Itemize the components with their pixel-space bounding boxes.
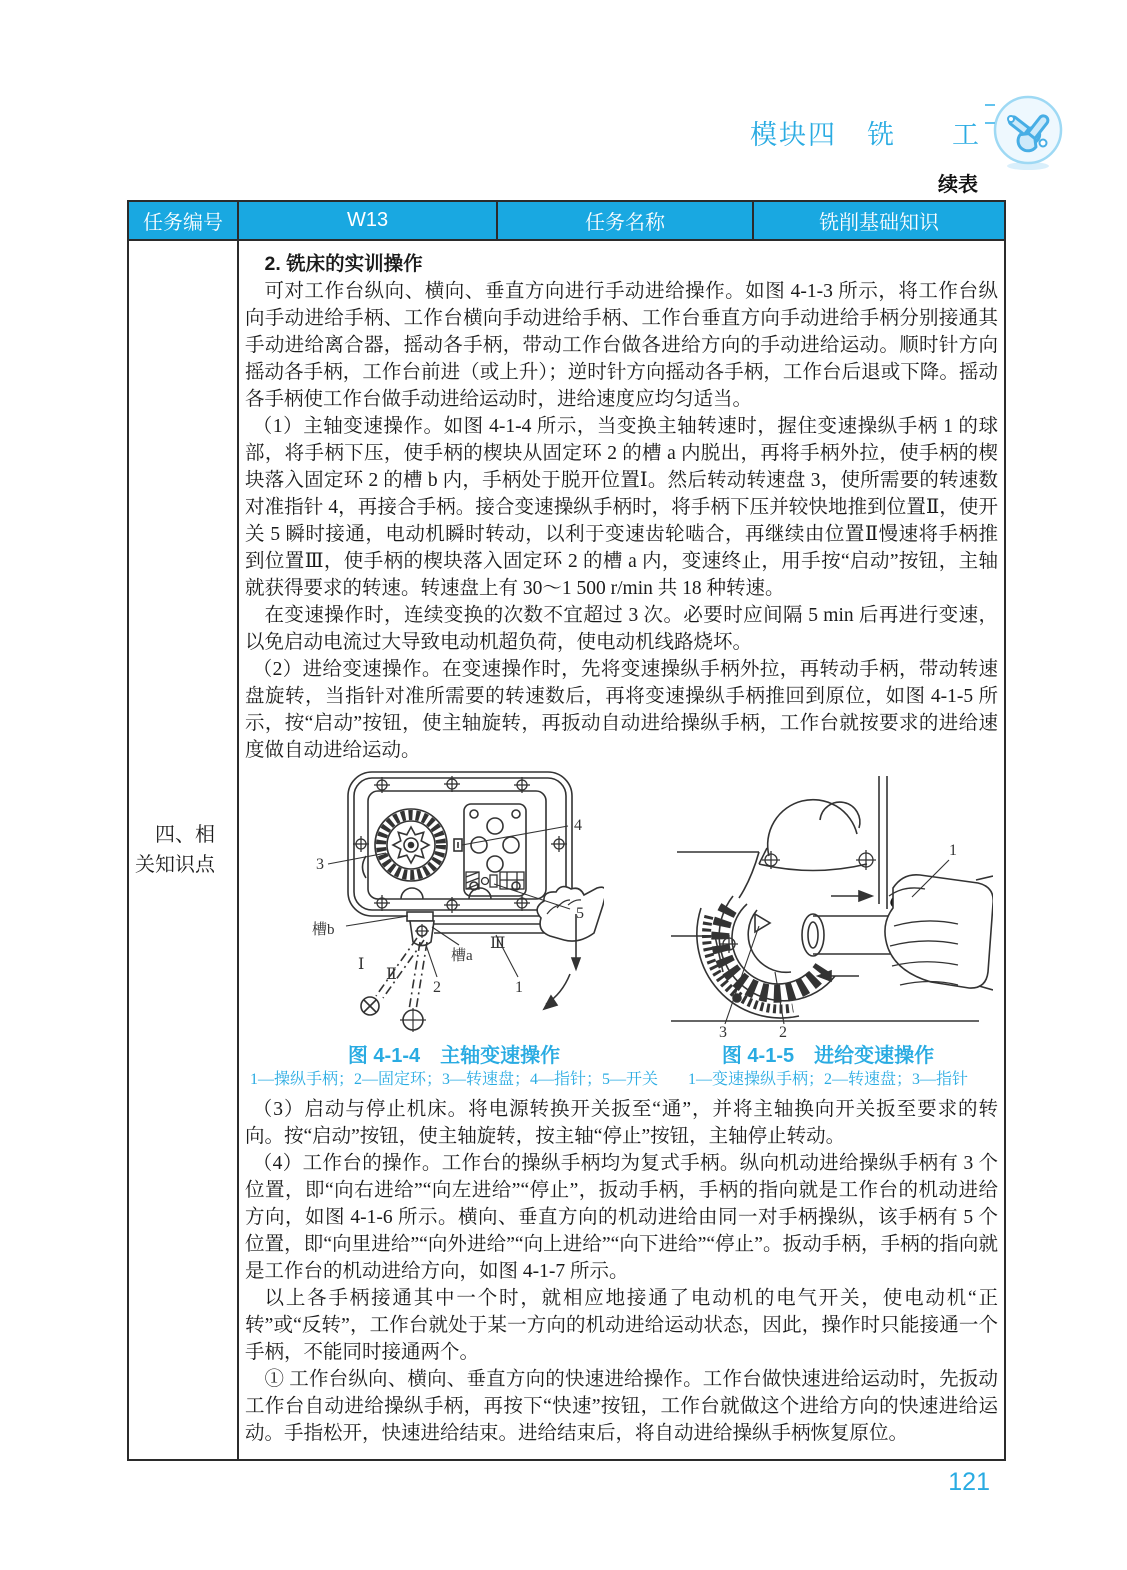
svg-text:4: 4 <box>573 817 582 834</box>
screws <box>353 776 567 913</box>
running-head <box>750 92 1065 172</box>
table-header-row <box>128 201 1005 240</box>
paragraph: 以上各手柄接通其中一个时，就相应地接通了电动机的电气开关，使电动机“正转”或“反转”，工作台就处于某一方向的机动进给运动状态，因此，操作时只能接通一个手柄，不能同时接通两个。 <box>245 1288 998 1363</box>
paragraph: （3）启动与停止机床。将电源转换开关扳至“通”，并将主轴换向开关扳至要求的转向。按“启动”按钮，使主轴旋转，按主轴“停止”按钮，主轴停止转动。 <box>245 1099 998 1147</box>
shaft <box>802 914 895 956</box>
table-body-row <box>128 240 1005 1460</box>
continued-table-label: 续表 <box>938 174 978 196</box>
knowledge-points-label: 四、相关知识点 <box>135 824 215 876</box>
svg-text:3: 3 <box>315 856 324 873</box>
svg-text:5: 5 <box>575 905 584 922</box>
task-table <box>127 200 1006 1461</box>
handle-position-1 <box>376 938 424 998</box>
handle-position-2 <box>409 942 427 1010</box>
svg-text:2: 2 <box>432 979 441 996</box>
svg-text:2: 2 <box>778 1024 787 1038</box>
svg-text:3: 3 <box>718 1024 727 1038</box>
pointer <box>454 839 462 851</box>
switch <box>466 872 524 889</box>
figure-caption: 图 4-1-5 进给变速操作 <box>721 1045 935 1067</box>
paragraph: （2）进给变速操作。在变速操作时，先将变速操纵手柄外拉，再转动手柄，带动转速盘旋转，当指针对准所需要的转速数后，再将变速操纵手柄推回到原位，如图 4-1-5 所示，按“启动”按钮，使主轴旋转，再扳动自动进给操纵手柄，工作台就按要求的进给速度做自动进给运动。 <box>245 659 998 761</box>
feed-speed-change-diagram <box>663 776 993 1038</box>
svg-text:1: 1 <box>948 842 957 859</box>
section-title: 2. 铣床的实训操作 <box>264 253 423 275</box>
figure-4-1-5 <box>663 776 993 1090</box>
position-1-knob <box>361 997 379 1015</box>
page-number: 121 <box>948 1468 990 1496</box>
task-name-value: 铣削基础知识 <box>753 201 1005 240</box>
subject-label: 铣 <box>867 119 896 150</box>
wrench-tools-icon <box>991 92 1065 172</box>
spindle-speed-change-diagram <box>304 768 604 1038</box>
svg-text:槽a: 槽a <box>450 948 473 964</box>
screws <box>720 850 876 953</box>
content-cell <box>238 240 1005 1460</box>
figure-row <box>245 768 998 1090</box>
paragraph: 在变速操作时，连续变换的次数不宜超过 3 次。必要时应间隔 5 min 后再进行变速，以免启动电流过大导致电动机超负荷，使电动机线路烧坏。 <box>245 605 998 653</box>
paragraph: ① 工作台纵向、横向、垂直方向的快速进给操作。工作台做快速进给运动时，先扳动工作台自动进给操纵手柄，再按下“快速”按钮，工作台就做这个进给方向的快速进给运动。手指松开，快速进给结束。进给结束后，将自动进给操纵手柄恢复原位。 <box>245 1369 998 1444</box>
task-name-header: 任务名称 <box>497 201 753 240</box>
task-number-header: 任务编号 <box>128 201 238 240</box>
speed-dial <box>375 809 447 881</box>
figure-legend: 1—操纵手柄；2—固定环；3—转速盘；4—指针；5—开关 <box>249 1071 658 1088</box>
paragraph: 可对工作台纵向、横向、垂直方向进行手动进给操作。如图 4-1-3 所示，将工作台纵向手动进给手柄、工作台横向手动进给手柄、工作台垂直方向手动进给手柄分别接通其手动进给离合器，摇动各手柄，带动工作台做各进给方向的手动进给运动。顺时针方向摇动各手柄，工作台前进（或上升）；逆时针方向摇动各手柄，工作台后退或下降。摇动各手柄使工作台做手动进给运动时，进给速度应均匀适当。 <box>245 281 998 410</box>
dial-pointer <box>755 914 770 932</box>
svg-text:Ⅱ: Ⅱ <box>385 966 397 983</box>
svg-text:Ⅲ: Ⅲ <box>489 935 506 952</box>
row-label-cell <box>128 240 238 1460</box>
subject-label-2: 工 <box>952 119 981 150</box>
handle-bar <box>434 921 552 936</box>
svg-text:槽b: 槽b <box>311 922 335 938</box>
hand <box>537 887 604 941</box>
figure-caption: 图 4-1-4 主轴变速操作 <box>347 1045 561 1067</box>
hand <box>885 875 993 990</box>
handle-pivot <box>407 912 434 946</box>
figure-4-1-4 <box>250 768 658 1090</box>
figure-legend: 1—变速操纵手柄；2—转速盘；3—指针 <box>687 1071 968 1088</box>
module-label: 模块四 <box>750 119 837 150</box>
svg-text:1: 1 <box>514 979 523 996</box>
position-2-knob <box>400 1008 426 1032</box>
paragraph: （1）主轴变速操作。如图 4-1-4 所示，当变换主轴转速时，握住变速操纵手柄 1 的球部，将手柄下压，使手柄的楔块从固定环 2 的槽 a 内脱出，再将手柄外拉，使手柄的楔块落入固定环 2 的槽 b 内，手柄处于脱开位置Ⅰ。然后转动转速盘 3，使所需要的转速数对准指针 4，再接合手柄。接合变速操纵手柄时，将手柄下压并较快地推到位置Ⅱ，使开关 5 瞬时接通，电动机瞬时转动，以利于变速齿轮啮合，再继续由位置Ⅱ慢速将手柄推到位置Ⅲ，使手柄的楔块落入固定环 2 的槽 a 内，变速终止，用手按“启动”按钮，主轴就获得要求的转速。转速盘上有 30～1 500 r/min 共 18 种转速。 <box>245 416 998 599</box>
motion-arrows <box>818 891 872 981</box>
svg-text:Ⅰ: Ⅰ <box>357 956 365 973</box>
paragraph: （4）工作台的操作。工作台的操纵手柄均为复式手柄。纵向机动进给操纵手柄有 3 个位置，即“向右进给”“向左进给”“停止”，扳动手柄，手柄的指向就是工作台的机动进给方向，如图 4-1-6 所示。横向、垂直方向的机动进给由同一对手柄操纵，该手柄有 5 个位置，即“向里进给”“向外进给”“向上进给”“向下进给”“停止”。扳动手柄，手柄的指向就是工作台的机动进给方向，如图 4-1-7 所示。 <box>245 1153 998 1282</box>
task-number-value: W13 <box>238 201 497 240</box>
icon-rule-marks <box>985 104 995 128</box>
